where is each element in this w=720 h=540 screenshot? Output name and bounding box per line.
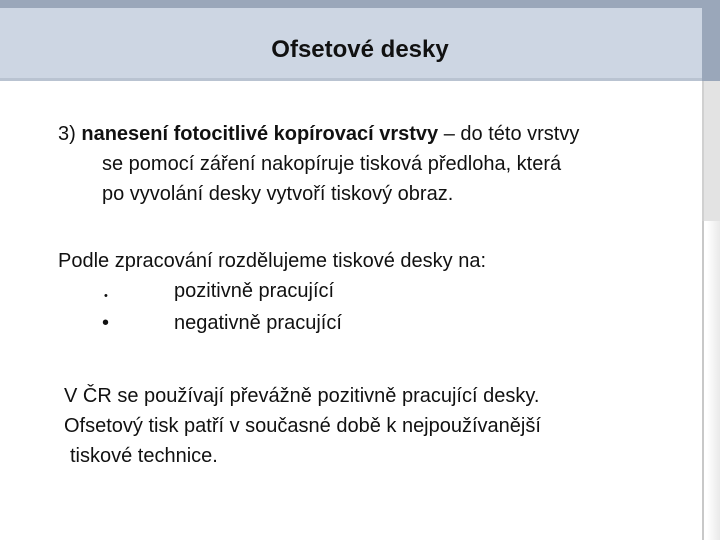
closing-line-3: tiskové technice. (70, 445, 218, 467)
closing-paragraph (64, 381, 694, 471)
bullet-icon: • (102, 312, 110, 334)
list-item (58, 308, 698, 340)
bullet-icon: • (104, 290, 108, 302)
list-item-label: pozitivně pracující (174, 280, 335, 302)
list-item-label: negativně pracující (174, 312, 342, 334)
closing-line-1: V ČR se používají převážně pozitivně pracující desky. (64, 385, 540, 407)
right-decor-bar-bottom (702, 221, 720, 540)
point-number: 3) (58, 123, 76, 145)
top-decor-strip (0, 0, 720, 8)
slide-title: Ofsetové desky (271, 36, 449, 63)
classification-section (58, 246, 698, 340)
title-band-shadow (0, 78, 702, 81)
closing-line-2: Ofsetový tisk patří v současné době k nejpoužívanější (64, 415, 541, 437)
right-decor-bar-middle (702, 81, 720, 221)
point-text-line-2: se pomocí záření nakopíruje tisková předloha, která (102, 153, 562, 175)
point-3-paragraph (58, 119, 698, 209)
point-bold-text: nanesení fotocitlivé kopírovací vrstvy (81, 123, 439, 145)
classification-intro: Podle zpracování rozdělujeme tiskové desky na: (58, 250, 487, 272)
point-text-line-3: po vyvolání desky vytvoří tiskový obraz. (102, 183, 454, 205)
point-text-line-1: – do této vrstvy (443, 123, 580, 145)
list-item (58, 276, 698, 308)
